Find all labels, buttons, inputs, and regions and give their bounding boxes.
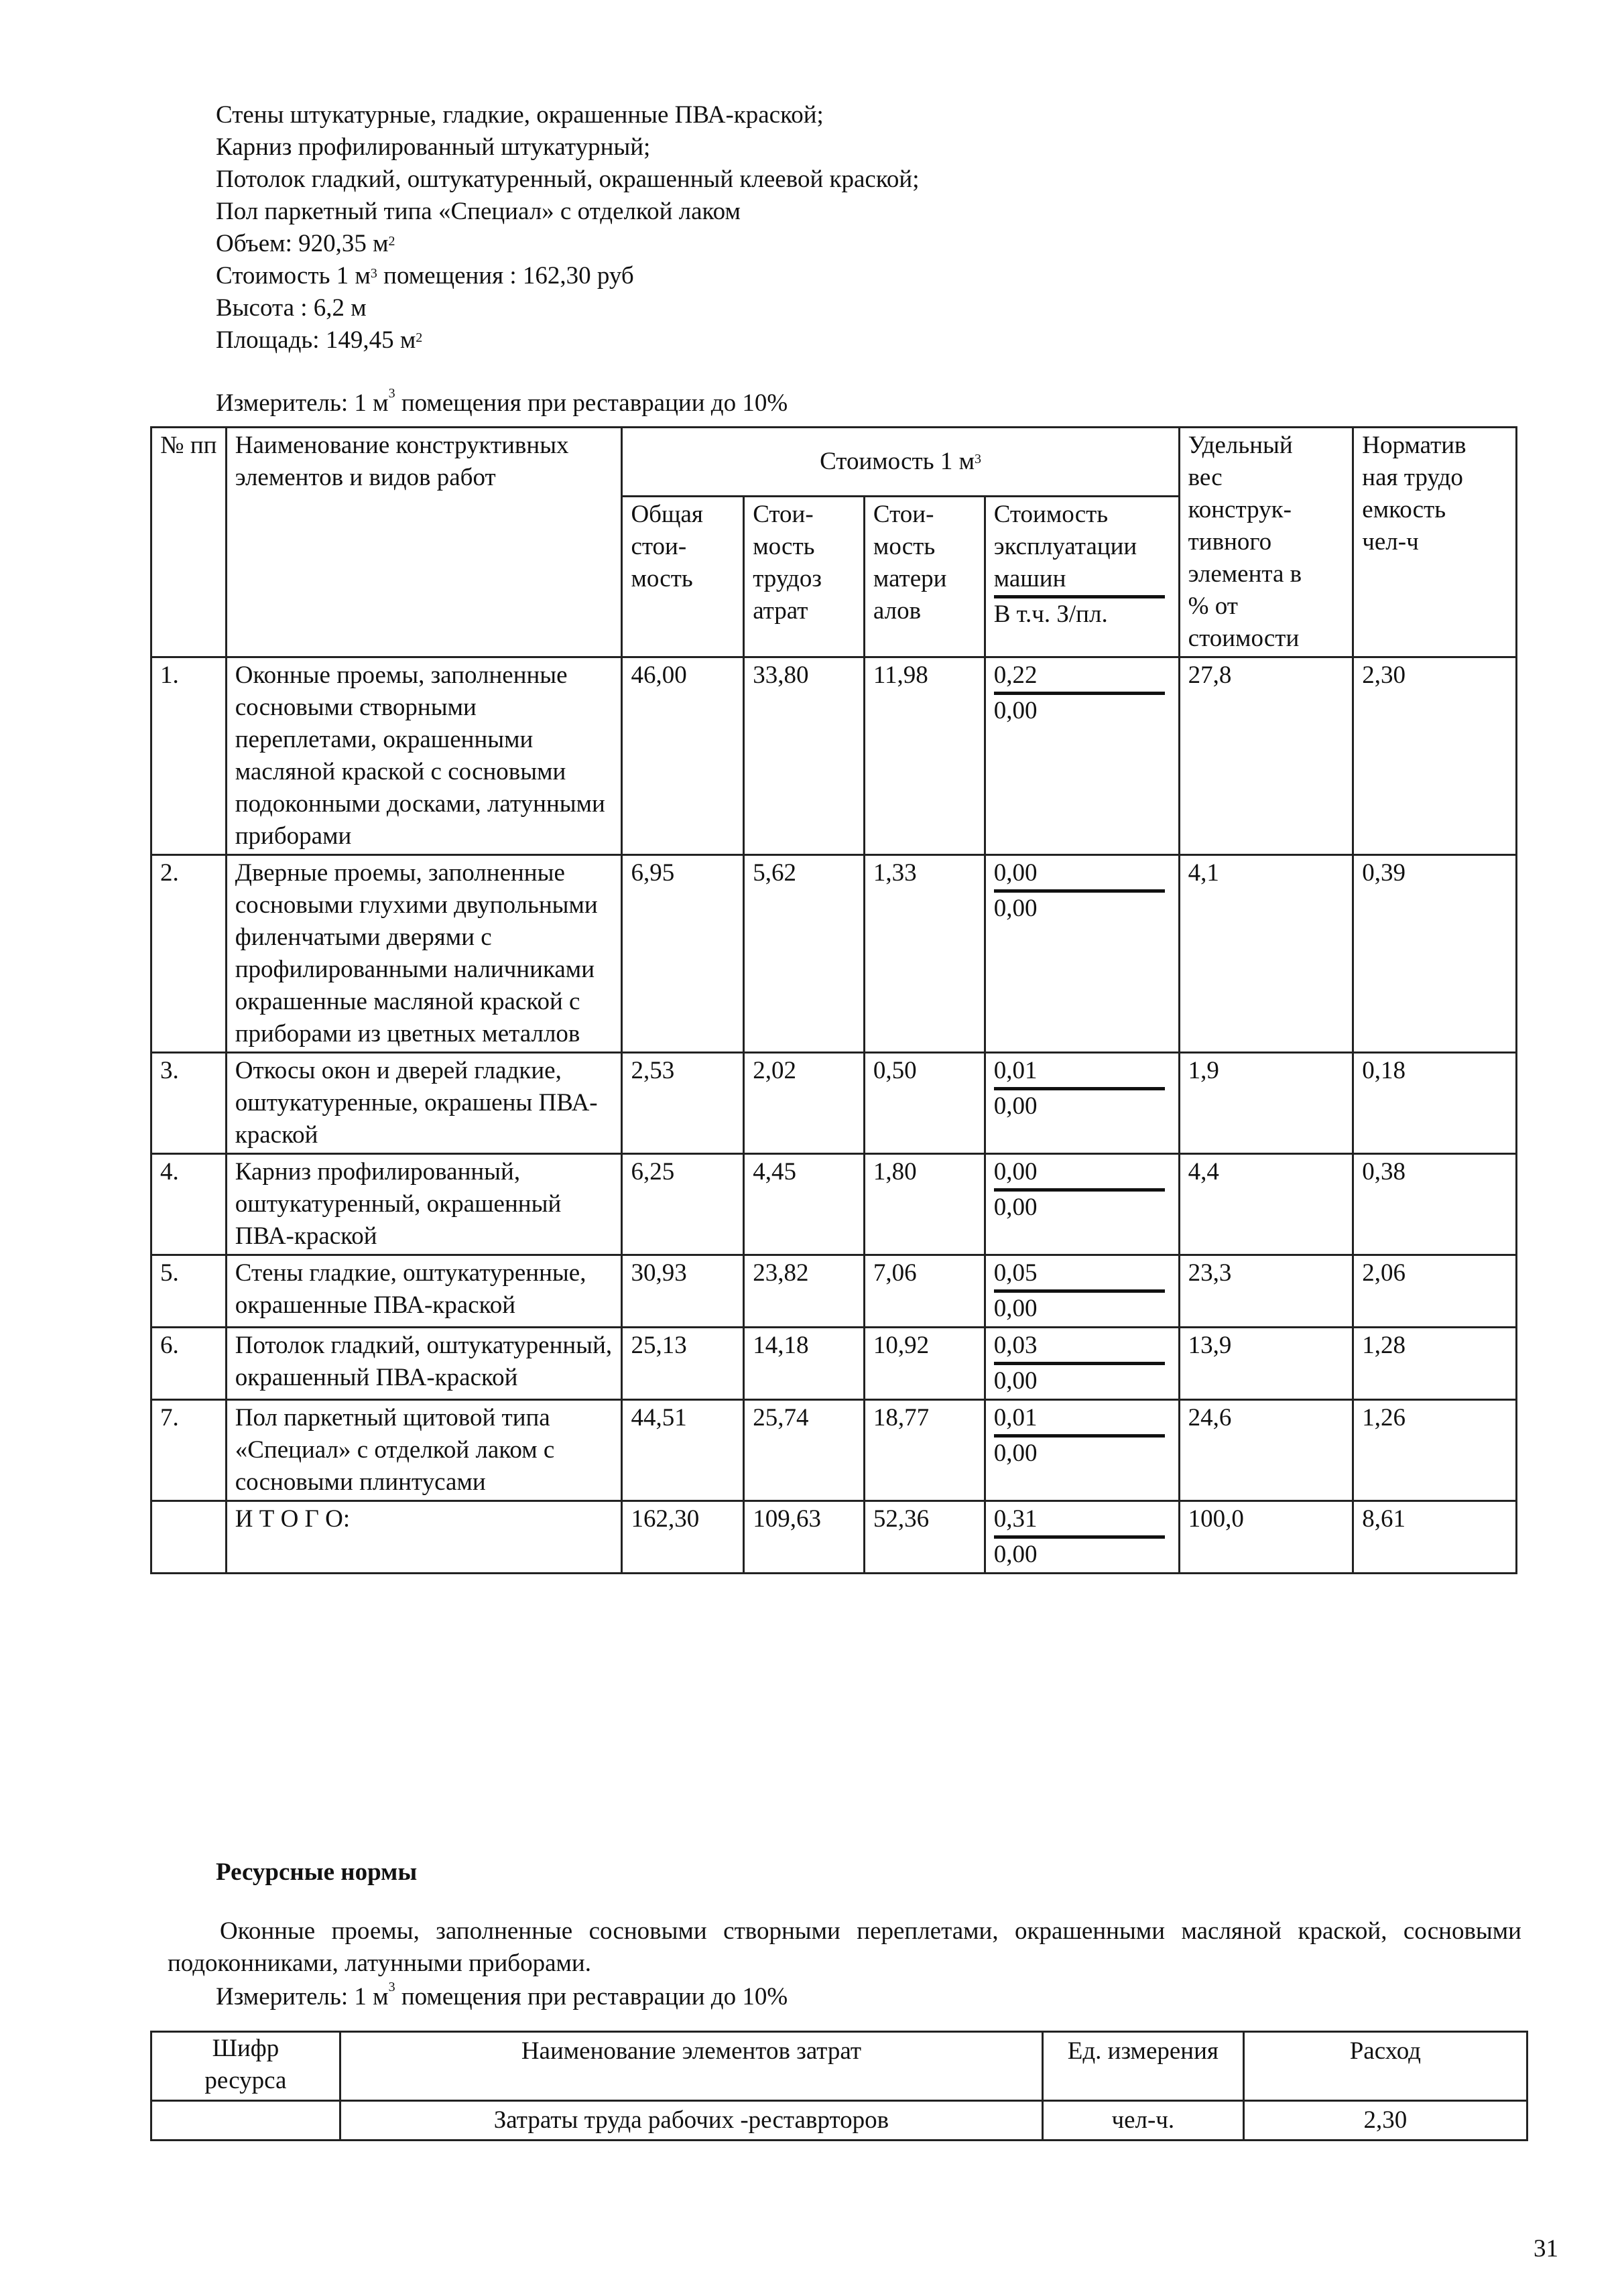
row-norm: 1,26 xyxy=(1353,1400,1517,1501)
intro-height: Высота : 6,2 м xyxy=(216,294,367,322)
machine-cost-cell xyxy=(985,657,1179,855)
header-resource-unit: Ед. измерения xyxy=(1042,2032,1243,2101)
row-weight: 24,6 xyxy=(1179,1400,1353,1501)
row-weight: 1,9 xyxy=(1179,1053,1353,1154)
row-material-cost: 18,77 xyxy=(864,1400,985,1501)
header-line: мость xyxy=(873,533,936,560)
machine-cost-value: 0,00 xyxy=(993,1158,1038,1186)
total-row-weight: 100,0 xyxy=(1179,1501,1353,1574)
row-norm: 2,30 xyxy=(1353,657,1517,855)
table-row xyxy=(151,1328,1517,1400)
row-labor-cost: 14,18 xyxy=(744,1328,865,1400)
header-line: Стои- xyxy=(873,501,934,528)
machine-wage-value: 0,00 xyxy=(993,697,1038,724)
measure-caption: Измеритель: 1 $м^3$ помещения при реставрации до 10% xyxy=(216,386,788,417)
row-weight: 13,9 xyxy=(1179,1328,1353,1400)
row-number: 2. xyxy=(151,855,227,1053)
resources-description: Оконные проемы, заполненные сосновыми створными переплетами, окрашенными масляной краской, сосновыми подоконниками, латунными приборами. xyxy=(168,1917,1521,1977)
header-line: алов xyxy=(873,597,922,625)
intro-line: Пол паркетный типа «Специал» с отделкой лаком xyxy=(216,198,741,225)
row-labor-cost: 33,80 xyxy=(744,657,865,855)
header-line: конструк- xyxy=(1188,496,1292,523)
row-number: 1. xyxy=(151,657,227,855)
machine-cost-value: 0,03 xyxy=(993,1332,1038,1359)
intro-line: Потолок гладкий, оштукатуренный, окрашенный клеевой краской; xyxy=(216,166,920,193)
row-norm: 0,39 xyxy=(1353,855,1517,1053)
machine-cost-cell xyxy=(985,855,1179,1053)
header-resource-amount: Расход xyxy=(1243,2032,1527,2101)
row-weight: 4,4 xyxy=(1179,1154,1353,1255)
row-total-cost: 25,13 xyxy=(622,1328,744,1400)
header-line: машин xyxy=(993,565,1066,592)
machine-cost-cell xyxy=(985,1154,1179,1255)
machine-cost-cell xyxy=(985,1501,1179,1574)
machine-wage-value: 0,00 xyxy=(993,1194,1038,1221)
row-material-cost: 1,33 xyxy=(864,855,985,1053)
header-line: тивного xyxy=(1188,528,1272,556)
row-material-cost: 7,06 xyxy=(864,1255,985,1328)
machine-wage-value: 0,00 xyxy=(993,1295,1038,1322)
intro-area: Площадь: 149,45 $м^2$ xyxy=(216,326,423,354)
table-row xyxy=(151,855,1517,1053)
header-resource-name: Наименование элементов затрат xyxy=(340,2032,1042,2101)
header-cost: Стоимость 1 $м^3$ xyxy=(622,428,1179,497)
intro-line: Стены штукатурные, гладкие, окрашенные ПВА-краской; xyxy=(216,101,824,129)
intro-cost: Стоимость 1 $м^3$ помещения : 162,30 руб xyxy=(216,262,634,290)
row-weight: 23,3 xyxy=(1179,1255,1353,1328)
row-number: 6. xyxy=(151,1328,227,1400)
table-row xyxy=(151,1255,1517,1328)
row-name: Карниз профилированный, оштукатуренный, окрашенный ПВА-краской xyxy=(226,1154,622,1255)
machine-cost-cell xyxy=(985,1400,1179,1501)
machine-cost-cell xyxy=(985,1053,1179,1154)
row-number: 3. xyxy=(151,1053,227,1154)
machine-cost-cell xyxy=(985,1328,1179,1400)
header-weight xyxy=(1179,428,1353,657)
row-name: Пол паркетный щитовой типа «Специал» с отделкой лаком с сосновыми плинтусами xyxy=(226,1400,622,1501)
header-number: № пп xyxy=(151,428,227,657)
row-weight: 27,8 xyxy=(1179,657,1353,855)
machine-wage-value: 0,00 xyxy=(993,1367,1038,1395)
row-labor-cost: 5,62 xyxy=(744,855,865,1053)
row-norm: 0,38 xyxy=(1353,1154,1517,1255)
machine-cost-value: 0,22 xyxy=(993,661,1038,689)
total-row-total-cost: 162,30 xyxy=(622,1501,744,1574)
row-weight: 4,1 xyxy=(1179,855,1353,1053)
intro-volume: Объем: 920,35 $м^2$ xyxy=(216,230,395,257)
header-line: Стои- xyxy=(753,501,814,528)
total-row-number xyxy=(151,1501,227,1574)
machine-cost-value: 0,01 xyxy=(993,1057,1038,1084)
row-number: 4. xyxy=(151,1154,227,1255)
machine-cost-value: 0,05 xyxy=(993,1259,1038,1287)
resource-name: Затраты труда рабочих -реставрторов xyxy=(340,2101,1042,2141)
row-labor-cost: 25,74 xyxy=(744,1400,865,1501)
header-line: Стоимость xyxy=(993,501,1109,528)
row-number: 5. xyxy=(151,1255,227,1328)
machine-cost-value: 0,01 xyxy=(993,1404,1038,1431)
header-machine-cost xyxy=(985,497,1179,657)
header-total-cost xyxy=(622,497,744,657)
row-total-cost: 30,93 xyxy=(622,1255,744,1328)
row-name: Дверные проемы, заполненные сосновыми глухими двупольными филенчатыми дверями с профилированными наличниками окрашенные масляной краской с приборами из цветных металлов xyxy=(226,855,622,1053)
header-line: стоимости xyxy=(1188,625,1300,652)
row-material-cost: 11,98 xyxy=(864,657,985,855)
total-row-label: И Т О Г О: xyxy=(226,1501,622,1574)
row-material-cost: 0,50 xyxy=(864,1053,985,1154)
intro-block xyxy=(216,99,920,357)
machine-wage-value: 0,00 xyxy=(993,895,1038,922)
machine-wage-value: 0,00 xyxy=(993,1541,1038,1568)
row-labor-cost: 23,82 xyxy=(744,1255,865,1328)
resource-code xyxy=(151,2101,340,2141)
total-row-norm: 8,61 xyxy=(1353,1501,1517,1574)
header-line: вес xyxy=(1188,464,1223,491)
machine-cost-value: 0,00 xyxy=(993,859,1038,887)
header-line: матери xyxy=(873,565,947,592)
header-line: чел-ч xyxy=(1362,528,1419,556)
header-line: Удельный xyxy=(1188,432,1293,459)
resources-table xyxy=(150,2031,1528,2141)
table-row xyxy=(151,1154,1517,1255)
header-material-cost xyxy=(864,497,985,657)
header-line: эксплуатации xyxy=(993,533,1137,560)
header-line: атрат xyxy=(753,597,808,625)
row-total-cost: 6,25 xyxy=(622,1154,744,1255)
row-name: Стены гладкие, оштукатуренные, окрашенные ПВА-краской xyxy=(226,1255,622,1328)
row-name: Потолок гладкий, оштукатуренный, окрашенный ПВА-краской xyxy=(226,1328,622,1400)
total-row-material-cost: 52,36 xyxy=(864,1501,985,1574)
machine-cost-cell xyxy=(985,1255,1179,1328)
row-norm: 1,28 xyxy=(1353,1328,1517,1400)
total-row xyxy=(151,1501,1517,1574)
table-row xyxy=(151,657,1517,855)
resource-unit: чел-ч. xyxy=(1042,2101,1243,2141)
machine-cost-value: 0,31 xyxy=(993,1505,1038,1533)
header-name: Наименование конструктивных элементов и видов работ xyxy=(226,428,622,657)
row-total-cost: 44,51 xyxy=(622,1400,744,1501)
header-labor-cost xyxy=(744,497,865,657)
resources-body xyxy=(151,2101,1527,2141)
row-norm: 2,06 xyxy=(1353,1255,1517,1328)
cost-table xyxy=(150,426,1517,1574)
header-line: емкость xyxy=(1362,496,1446,523)
header-norm xyxy=(1353,428,1517,657)
row-material-cost: 1,80 xyxy=(864,1154,985,1255)
header-resource-code: Шифр ресурса xyxy=(151,2032,340,2101)
row-total-cost: 6,95 xyxy=(622,855,744,1053)
row-norm: 0,18 xyxy=(1353,1053,1517,1154)
table-body xyxy=(151,657,1517,1574)
header-line: трудоз xyxy=(753,565,822,592)
row-material-cost: 10,92 xyxy=(864,1328,985,1400)
total-row-labor-cost: 109,63 xyxy=(744,1501,865,1574)
header-machine-wage: В т.ч. З/пл. xyxy=(993,600,1108,628)
row-labor-cost: 4,45 xyxy=(744,1154,865,1255)
header-line: мость xyxy=(753,533,815,560)
header-line: стои- xyxy=(631,533,687,560)
table-row xyxy=(151,1053,1517,1154)
header-line: Норматив xyxy=(1362,432,1467,459)
header-line: элемента в xyxy=(1188,560,1302,588)
header-line: Общая xyxy=(631,501,703,528)
row-total-cost: 46,00 xyxy=(622,657,744,855)
resources-title: Ресурсные нормы xyxy=(216,1858,418,1886)
row-total-cost: 2,53 xyxy=(622,1053,744,1154)
intro-line: Карниз профилированный штукатурный; xyxy=(216,133,651,161)
header-line: ная трудо xyxy=(1362,464,1463,491)
row-number: 7. xyxy=(151,1400,227,1501)
resource-row xyxy=(151,2101,1527,2141)
resources-measure-caption: Измеритель: 1 $м^3$ помещения при реставрации до 10% xyxy=(216,1980,788,2011)
header-line: мость xyxy=(631,565,693,592)
row-name: Откосы окон и дверей гладкие, оштукатуренные, окрашены ПВА- краской xyxy=(226,1053,622,1154)
row-labor-cost: 2,02 xyxy=(744,1053,865,1154)
page-number: 31 xyxy=(1534,2235,1558,2262)
resource-amount: 2,30 xyxy=(1243,2101,1527,2141)
machine-wage-value: 0,00 xyxy=(993,1092,1038,1120)
row-name: Оконные проемы, заполненные сосновыми створными переплетами, окрашенными масляной краской с сосновыми подоконными досками, латунными приборами xyxy=(226,657,622,855)
machine-wage-value: 0,00 xyxy=(993,1440,1038,1467)
table-row xyxy=(151,1400,1517,1501)
header-line: % от xyxy=(1188,592,1238,620)
